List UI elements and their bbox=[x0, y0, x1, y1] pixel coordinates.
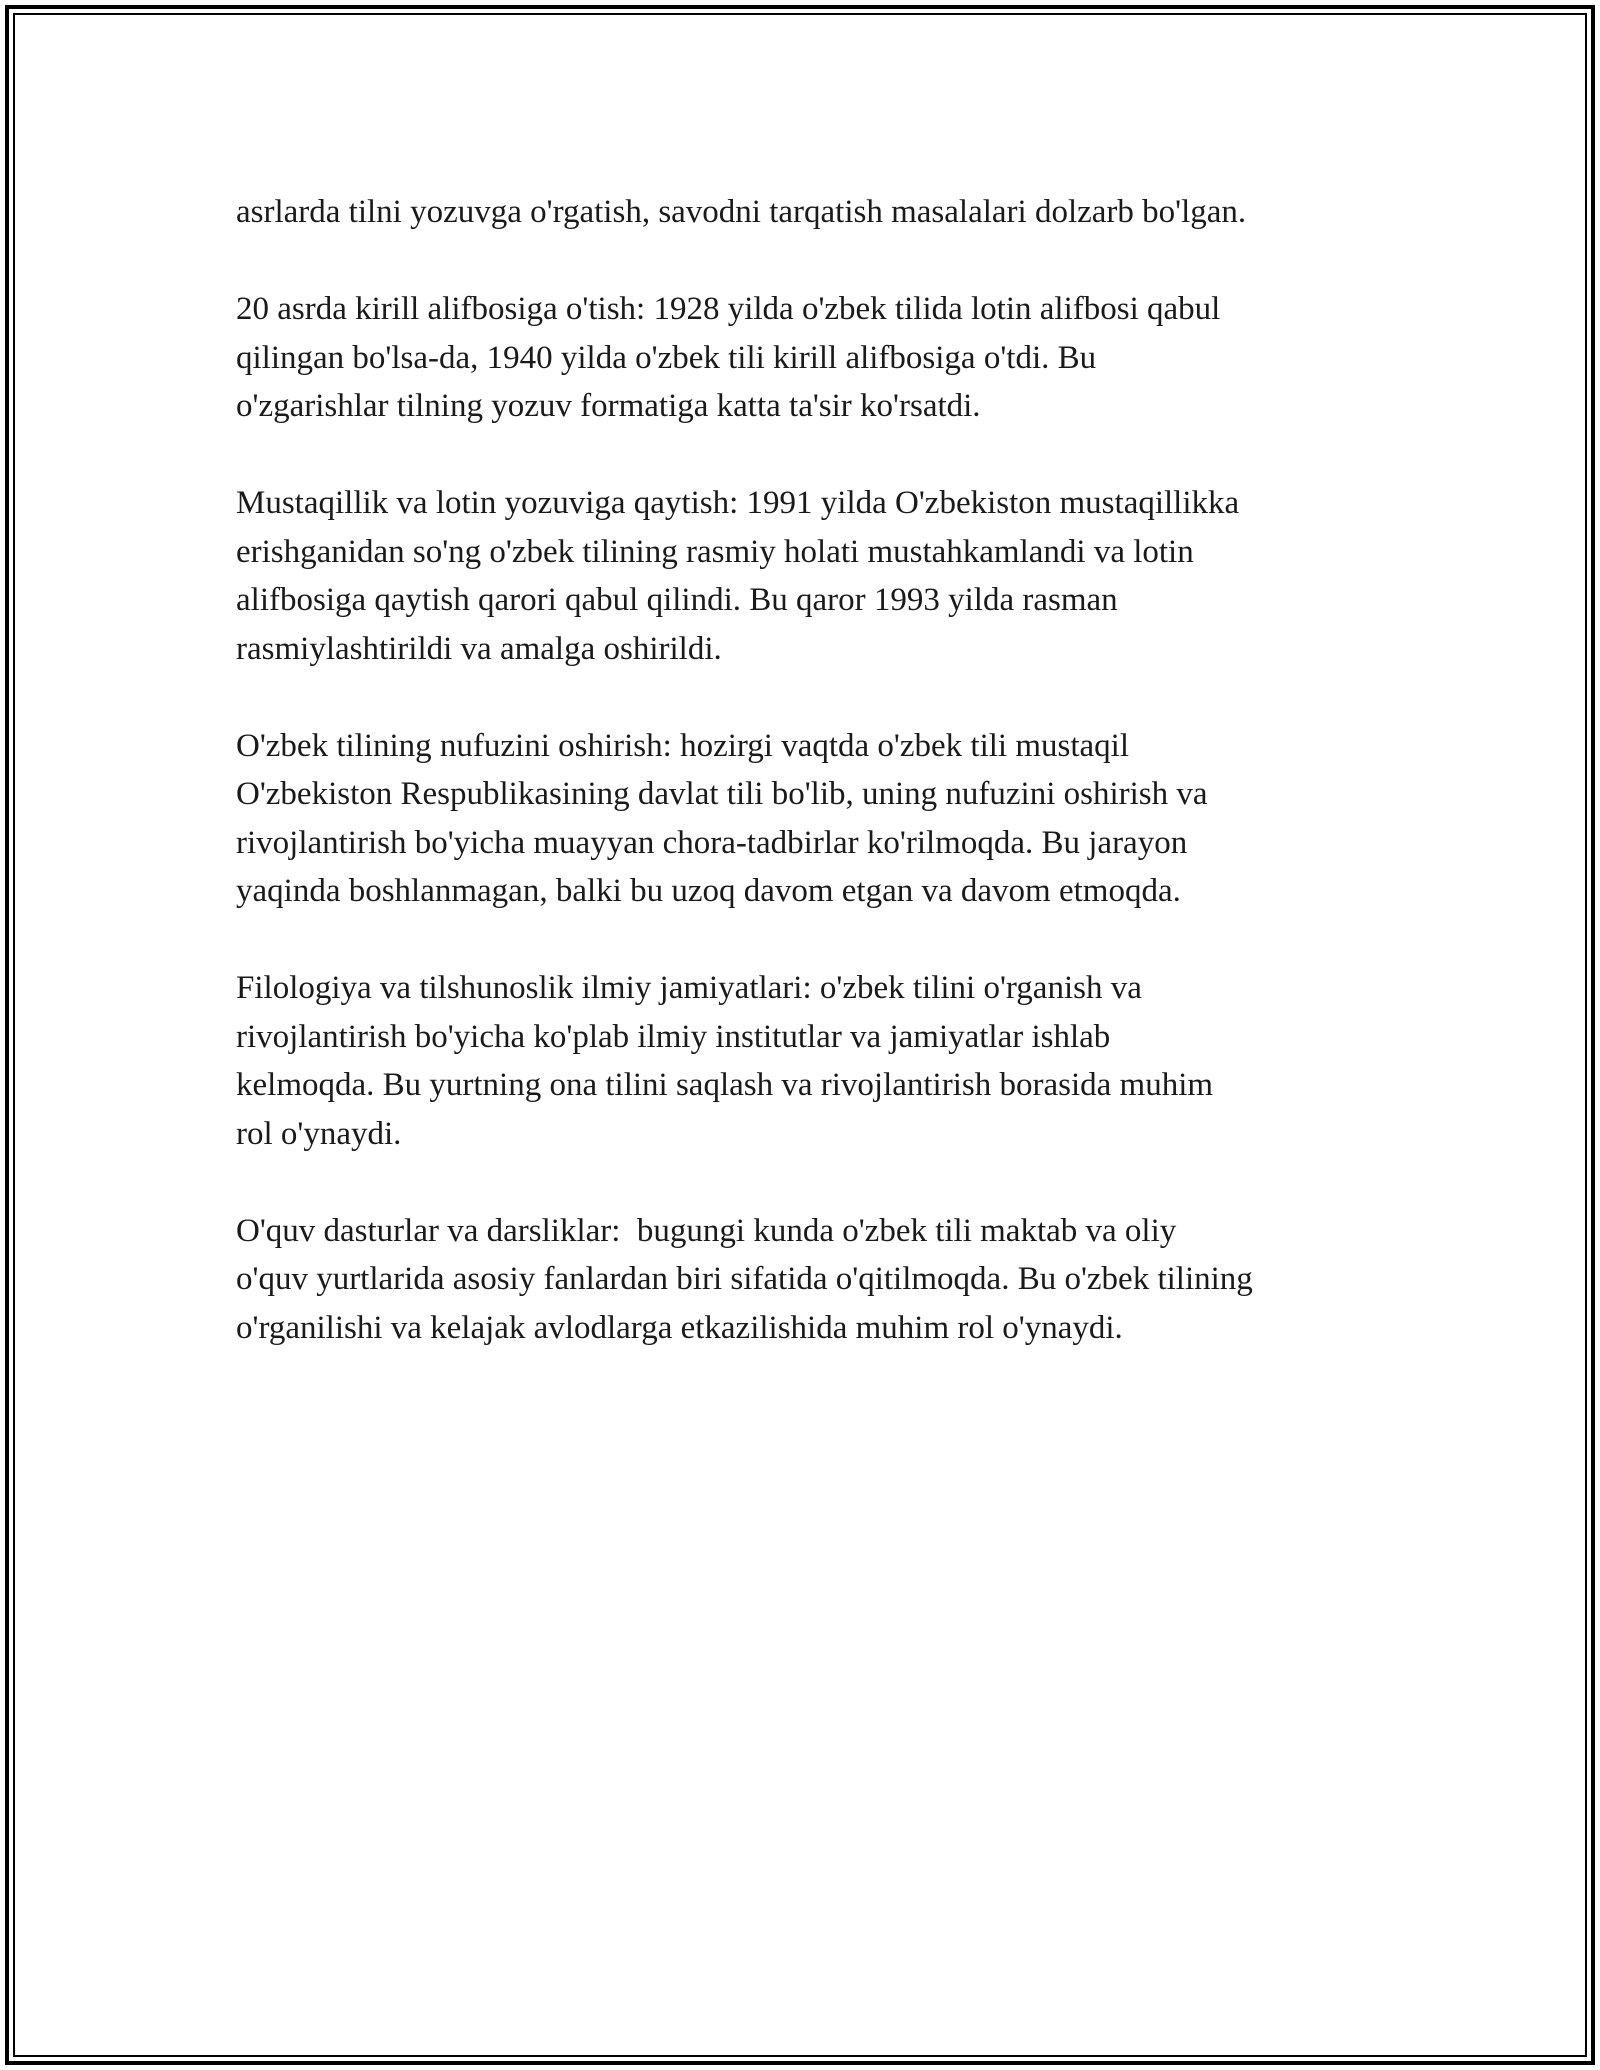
text-line: kelmoqda. Bu yurtning ona tilini saqlash va rivojlantirish borasida muhim bbox=[236, 1067, 1214, 1103]
paragraph-2 bbox=[236, 285, 1386, 431]
text-line: Mustaqillik va lotin yozuviga qaytish: 1991 yilda O'zbekiston mustaqillikka bbox=[236, 485, 1240, 521]
text-line: yaqinda boshlanmagan, balki bu uzoq davom etgan va davom etmoqda. bbox=[236, 873, 1181, 909]
text-line: erishganidan so'ng o'zbek tilining rasmiy holati mustahkamlandi va lotin bbox=[236, 533, 1194, 570]
text-line: o'quv yurtlarida asosiy fanlardan biri sifatida o'qitilmoqda. Bu o'zbek tilining bbox=[236, 1261, 1253, 1297]
paragraph-6 bbox=[236, 1207, 1386, 1353]
text-line: rasmiylashtirildi va amalga oshirildi. bbox=[236, 630, 722, 667]
text-line: Filologiya va tilshunoslik ilmiy jamiyatlari: o'zbek tilini o'rganish va bbox=[236, 970, 1142, 1006]
text-line: O'quv dasturlar va darsliklar: bugungi kunda o'zbek tili maktab va oliy bbox=[236, 1212, 1177, 1249]
paragraph-4 bbox=[236, 722, 1386, 916]
paragraph-1 bbox=[236, 188, 1386, 237]
text-line: o'zgarishlar tilning yozuv formatiga katta ta'sir ko'rsatdi. bbox=[236, 388, 981, 424]
text-line: O'zbek tilining nufuzini oshirish: hozirgi vaqtda o'zbek tili mustaqil bbox=[236, 727, 1129, 764]
text-line: asrlarda tilni yozuvga o'rgatish, savodni tarqatish masalalari dolzarb bo'lgan. bbox=[236, 194, 1247, 230]
paragraph-3 bbox=[236, 479, 1386, 673]
paragraph-5 bbox=[236, 964, 1386, 1158]
text-line: alifbosiga qaytish qarori qabul qilindi. Bu qaror 1993 yilda rasman bbox=[236, 582, 1118, 618]
text-line: qilingan bo'lsa-da, 1940 yilda o'zbek tili kirill alifbosiga o'tdi. Bu bbox=[236, 339, 1097, 376]
text-line: o'rganilishi va kelajak avlodlarga etkazilishida muhim rol o'ynaydi. bbox=[236, 1309, 1123, 1346]
text-line: rivojlantirish bo'yicha muayyan chora-tadbirlar ko'rilmoqda. Bu jarayon bbox=[236, 824, 1188, 861]
text-line: O'zbekiston Respublikasining davlat tili bo'lib, uning nufuzini oshirish va bbox=[236, 776, 1208, 812]
text-line: rivojlantirish bo'yicha ko'plab ilmiy institutlar va jamiyatlar ishlab bbox=[236, 1018, 1111, 1055]
document-body bbox=[236, 188, 1386, 1401]
text-line: 20 asrda kirill alifbosiga o'tish: 1928 yilda o'zbek tilida lotin alifbosi qabul bbox=[236, 291, 1221, 327]
text-line: rol o'ynaydi. bbox=[236, 1115, 402, 1152]
